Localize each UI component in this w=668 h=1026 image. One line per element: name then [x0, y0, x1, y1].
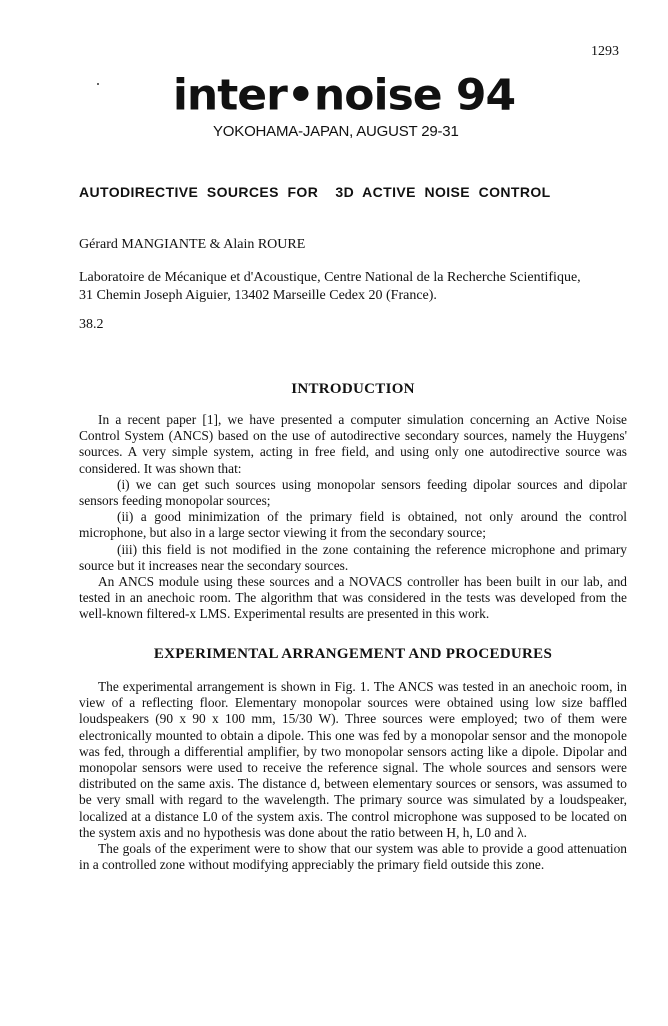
paragraph: (i) we can get such sources using monopolar sensors feeding dipolar sources and dipolar sensors feeding monopolar sources; [79, 476, 627, 509]
conference-subtitle: YOKOHAMA-JAPAN, AUGUST 29-31 [213, 123, 459, 140]
paragraph: An ANCS module using these sources and a NOVACS controller has been built in our lab, and tested in an anechoic room. The algorithm that was considered in the tests was developed from the well-known filtered-x LMS. Experimental results are presented in this work. [79, 574, 627, 622]
introduction-body [79, 412, 627, 623]
paragraph: (iii) this field is not modified in the zone containing the reference microphone and primary source but it increases near the secondary sources. [79, 541, 627, 573]
authors: Gérard MANGIANTE & Alain ROURE [79, 237, 306, 252]
paragraph: The goals of the experiment were to show that our system was able to provide a good attenuation in a controlled zone without modifying appreciably the primary field outside this zone. [79, 841, 627, 873]
introduction-heading: INTRODUCTION [291, 381, 415, 397]
conference-logo [0, 72, 668, 120]
paragraph: (ii) a good minimization of the primary field is obtained, not only around the control microphone, but also in a large sector viewing it from the secondary source; [79, 509, 627, 541]
session-number: 38.2 [79, 317, 104, 332]
experimental-body [79, 679, 627, 873]
affiliation-line: 31 Chemin Joseph Aiguier, 13402 Marseille Cedex 20 (France). [79, 288, 437, 303]
page-number: 1293 [591, 44, 619, 59]
conference-logo-text: inter•noise 94 [172, 70, 516, 121]
experimental-heading: EXPERIMENTAL ARRANGEMENT AND PROCEDURES [153, 646, 553, 662]
paragraph: The experimental arrangement is shown in Fig. 1. The ANCS was tested in an anechoic room, in view of a reflecting floor. Elementary monopolar sources were obtained using low size baffled loudspeakers (90 x 90 x 100 mm, 15/30 W). Three sources were employed; two of them were electronically mounted to obtain a dipole. This one was fed by a monopolar sensor and the monopole was fed, through a differential amplifier, by two monopolar sensors acting like a dipole. Dipolar and monopolar sensors were used to receive the reference signal. The whole sources and sensors were distributed on the same axis. The distance d, between elementary sources or sensors, was assumed to be very small with regard to the wavelength. The primary source was simulated by a loudspeaker, localized at a distance L0 of the system axis. The control microphone was supposed to be located on the system axis and no hypothesis was done about the ratio between H, h, L0 and λ. [79, 679, 627, 840]
paper-title: AUTODIRECTIVE SOURCES FOR 3D ACTIVE NOISE CONTROL [79, 184, 551, 200]
paragraph: In a recent paper [1], we have presented a computer simulation concerning an Active Noise Control System (ANCS) based on the use of autodirective secondary sources, namely the Huygens' sources. A very simple system, acting in free field, and using only one autodirective source was considered. It was shown that: [79, 412, 627, 476]
affiliation [79, 269, 639, 305]
affiliation-line: Laboratoire de Mécanique et d'Acoustique, Centre National de la Recherche Scientifique, [79, 270, 581, 285]
